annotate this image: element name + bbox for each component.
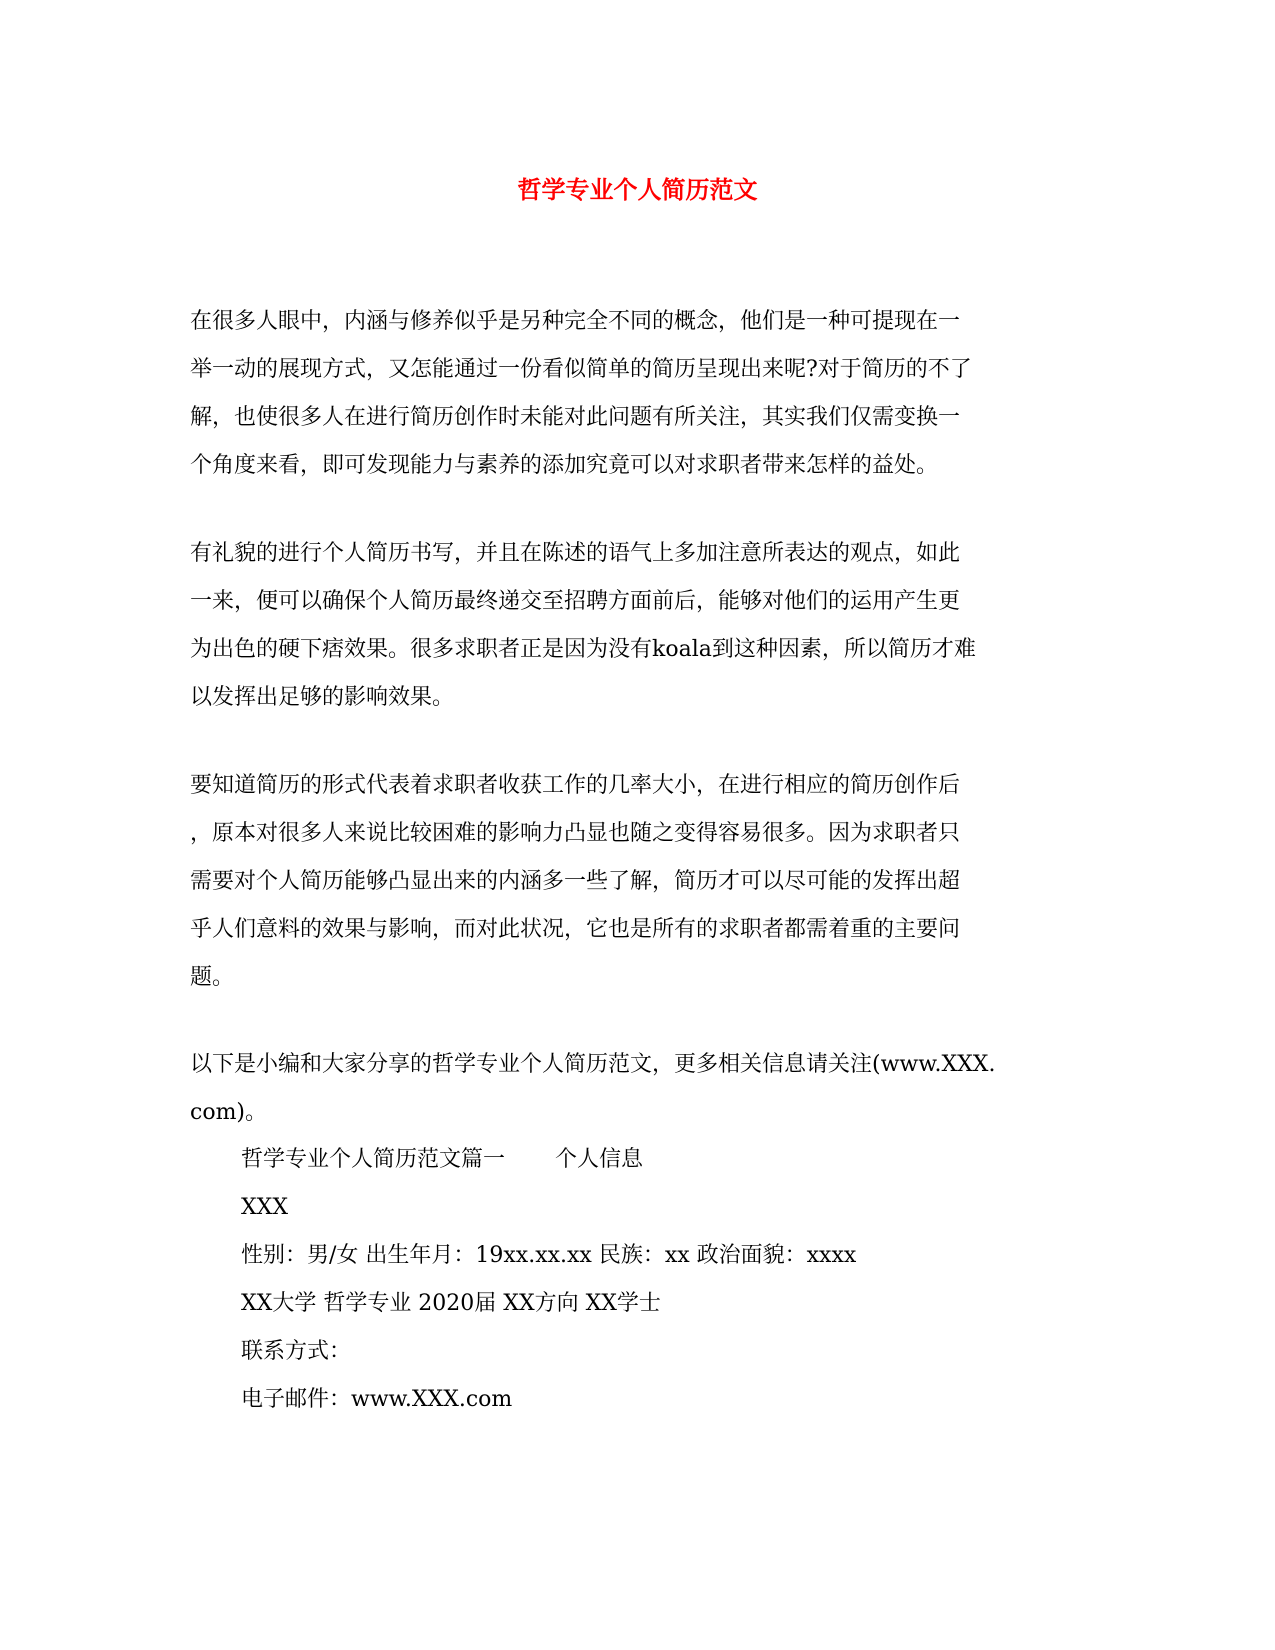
paragraph-line: 在很多人眼中，内涵与修养似乎是另种完全不同的概念，他们是一种可提现在一 [190,309,961,334]
paragraph-line: 需要对个人简历能够凸显出来的内涵多一些了解，简历才可以尽可能的发挥出超 [190,869,961,894]
paragraph-line: com)。 [190,1100,268,1125]
resume-email-line: 电子邮件：www.XXX.com [241,1387,513,1412]
resume-education-line: XX大学 哲学专业 2020届 XX方向 XX学士 [241,1291,661,1316]
paragraph-line: 以下是小编和大家分享的哲学专业个人简历范文，更多相关信息请关注(www.XXX. [190,1052,996,1077]
resume-section-label: 个人信息 [555,1147,644,1172]
resume-heading-line [241,1136,1091,1184]
resume-info [241,1136,1091,1424]
paragraph-line: 举一动的展现方式，又怎能通过一份看似简单的简历呈现出来呢?对于简历的不了 [190,357,972,382]
resume-heading: 哲学专业个人简历范文篇一 [241,1147,506,1172]
paragraph-line: 有礼貌的进行个人简历书写，并且在陈述的语气上多加注意所表达的观点，如此 [190,541,961,566]
paragraph-line: ，原本对很多人来说比较困难的影响力凸显也随之变得容易很多。因为求职者只 [190,821,961,846]
paragraph-line: 以发挥出足够的影响效果。 [190,685,455,710]
paragraph-line: 要知道简历的形式代表着求职者收获工作的几率大小，在进行相应的简历创作后 [190,773,961,798]
paragraph-line: 为出色的硬下痞效果。很多求职者正是因为没有koala到这种因素，所以简历才难 [190,637,976,662]
resume-contact-label: 联系方式： [241,1339,352,1364]
paragraph-format [190,762,1090,1002]
paragraph-line: 个角度来看，即可发现能力与素养的添加究竟可以对求职者带来怎样的益处。 [190,453,939,478]
paragraph-line: 乎人们意料的效果与影响，而对此状况，它也是所有的求职者都需着重的主要问 [190,917,961,942]
paragraph-intro [190,298,1090,490]
paragraph-line: 解，也使很多人在进行简历创作时未能对此问题有所关注，其实我们仅需变换一 [190,405,961,430]
paragraph-line: 题。 [190,965,235,990]
resume-personal-line: 性别：男/女 出生年月：19xx.xx.xx 民族：xx 政治面貌：xxxx [241,1243,857,1268]
document-title: 哲学专业个人简历范文 [517,175,758,204]
resume-name: XXX [241,1195,288,1220]
paragraph-line: 一来，便可以确保个人简历最终递交至招聘方面前后，能够对他们的运用产生更 [190,589,961,614]
paragraph-share [190,1041,1090,1137]
paragraph-courtesy [190,530,1090,722]
